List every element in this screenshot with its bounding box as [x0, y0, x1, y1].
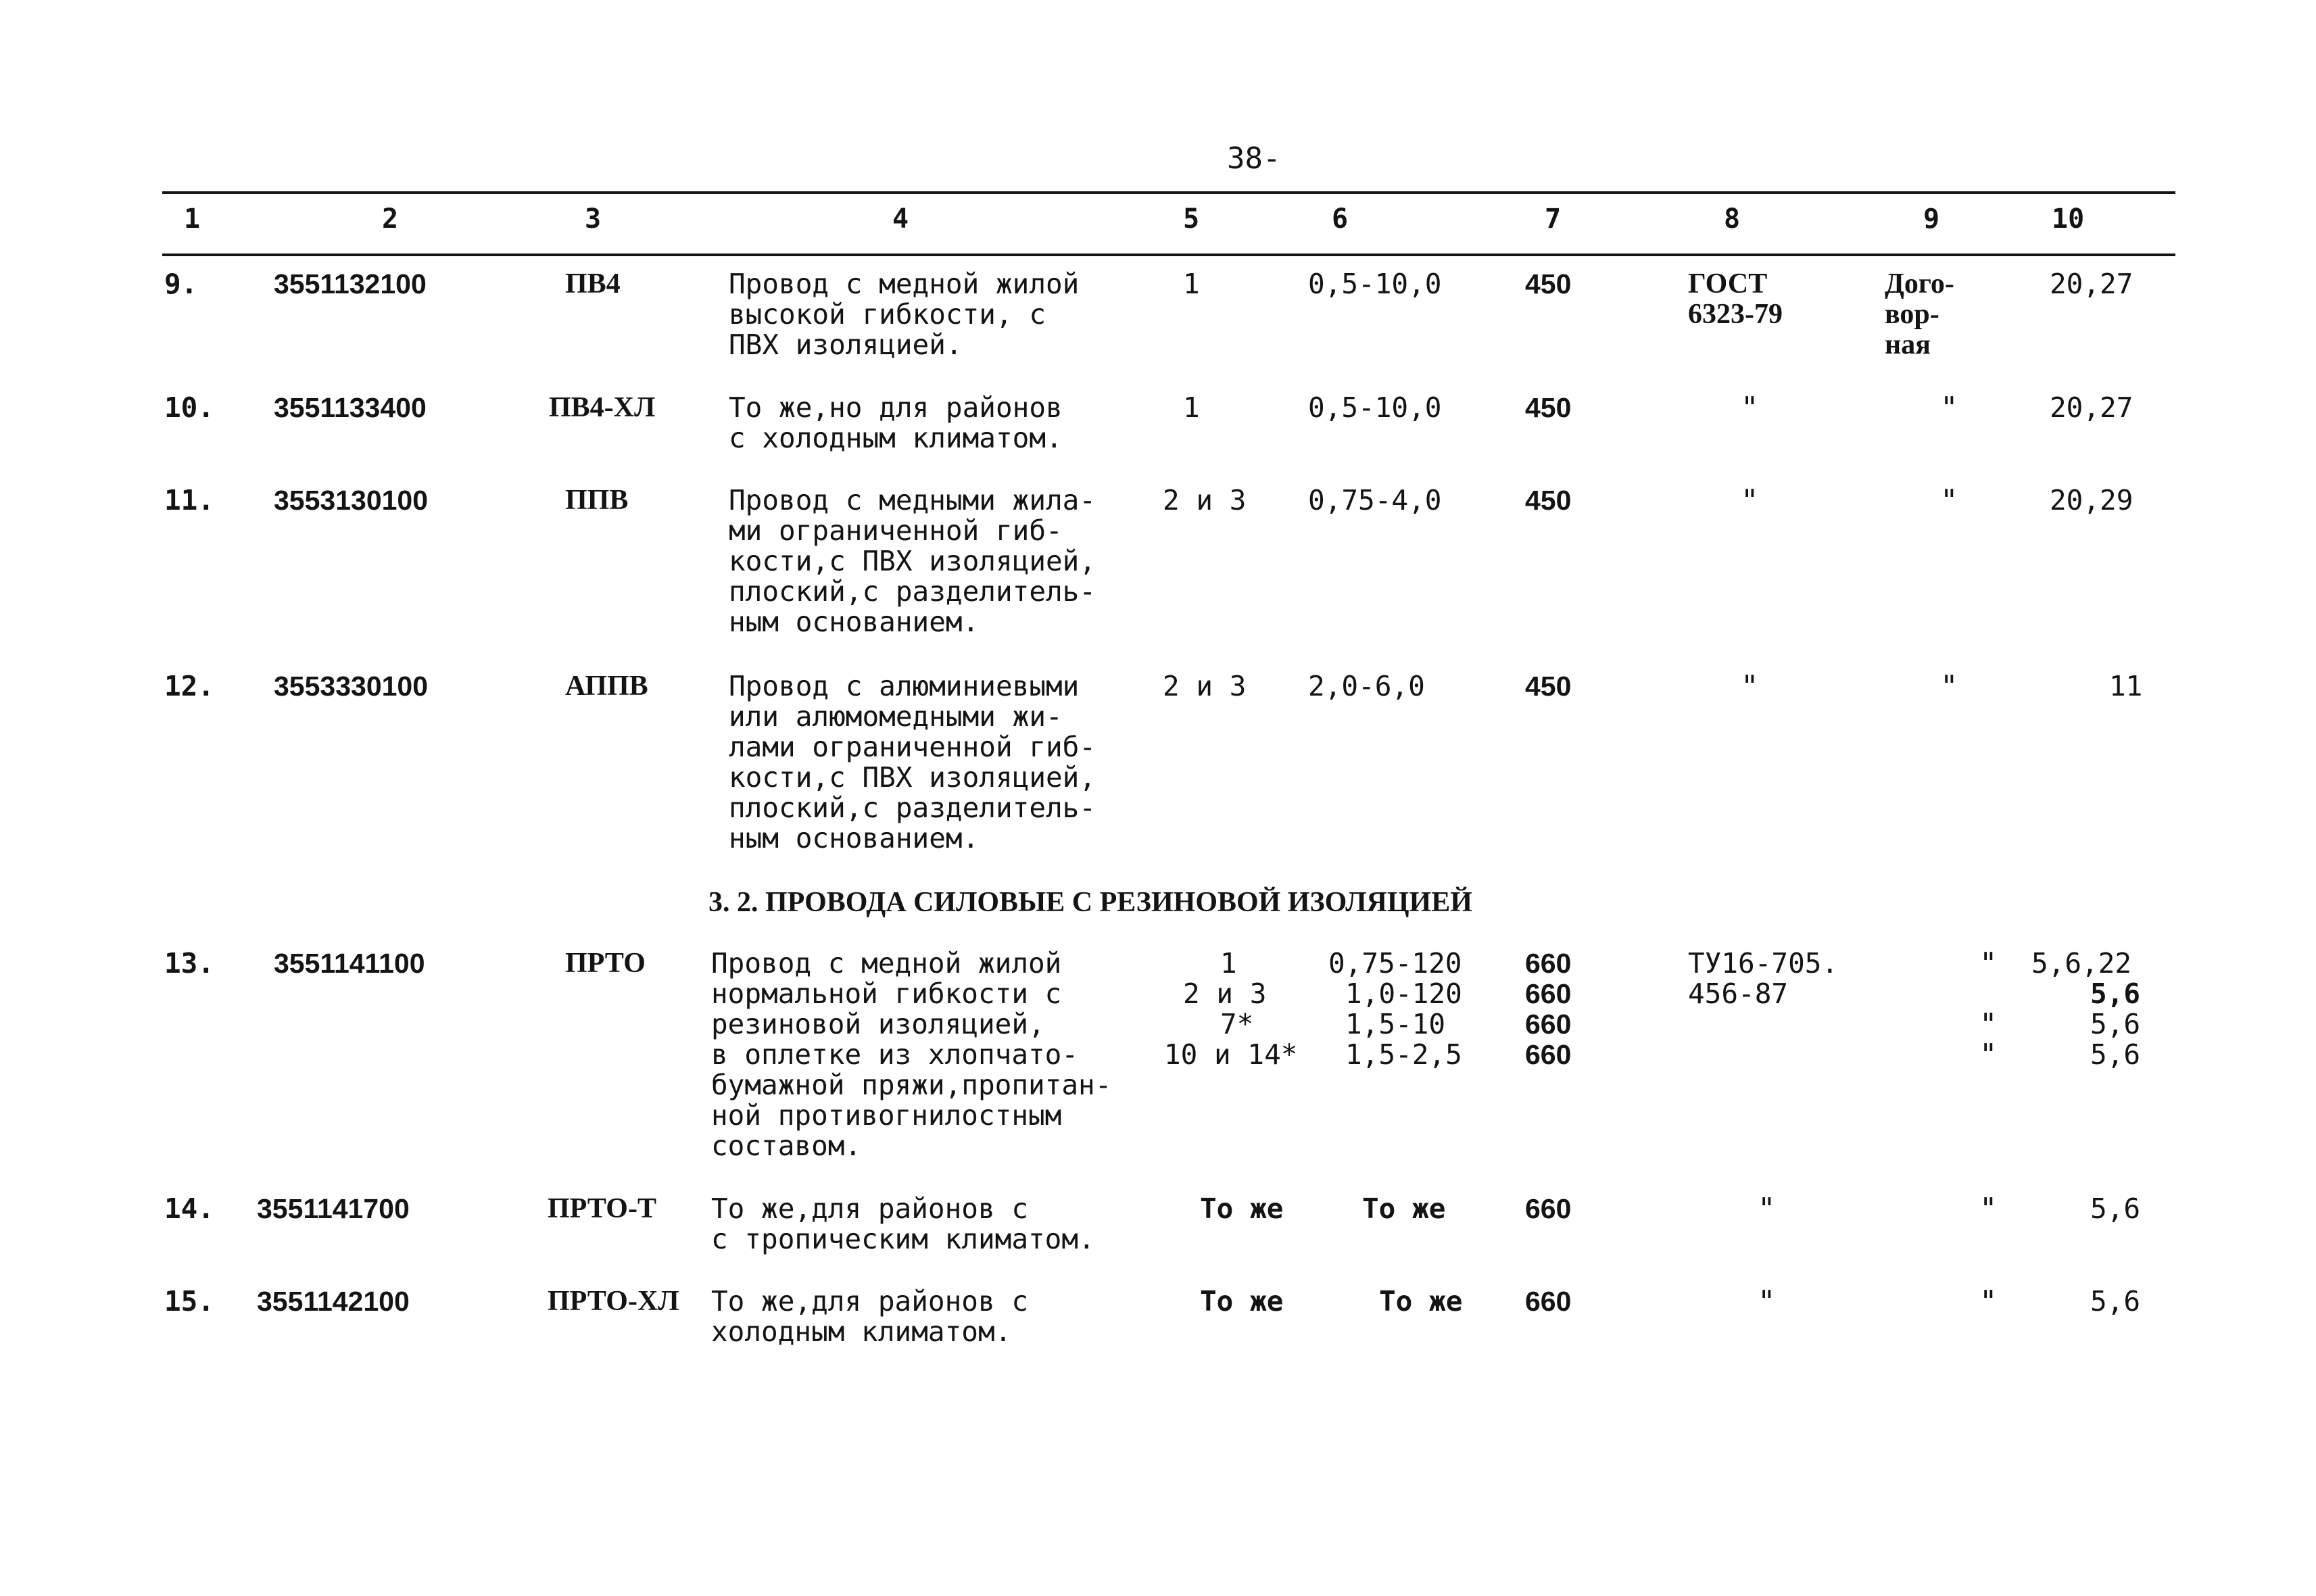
- standard: ": [1741, 391, 1759, 425]
- column-10-value: 5,6: [2090, 977, 2141, 1010]
- column-header-8: 8: [1724, 203, 1741, 235]
- column-header-2: 2: [382, 203, 399, 235]
- standard: ": [1741, 483, 1759, 518]
- column-header-3: 3: [585, 203, 602, 235]
- column-header-4: 4: [892, 203, 909, 235]
- table-top-rule: [162, 191, 2175, 194]
- cross-section: То же: [1362, 1192, 1446, 1225]
- column-10-value: 5,6,22: [2031, 947, 2132, 980]
- wire-mark: ПРТО: [565, 948, 646, 979]
- voltage: 450: [1525, 392, 1572, 423]
- column-header-9: 9: [1923, 203, 1940, 235]
- row-number: 14.: [164, 1192, 215, 1225]
- core-count: 10 и 14*: [1164, 1038, 1298, 1071]
- product-code: 3551141700: [257, 1193, 410, 1224]
- core-count: То же: [1200, 1192, 1284, 1225]
- price-type: ": [1979, 1007, 1998, 1042]
- row-number: 12.: [164, 670, 215, 702]
- core-count: 1: [1220, 947, 1237, 980]
- cross-section: 1,5-10: [1345, 1008, 1446, 1040]
- wire-description: Провод с медной жилой нормальной гибкости с резиновой изоляцией, в оплетке из хлопчато- бумажной пряжи,пропитан- ной противогнилостным составом.: [711, 947, 1112, 1162]
- column-header-5: 5: [1183, 203, 1200, 235]
- price-type: ": [1940, 669, 1958, 704]
- wire-description: Провод с алюминиевыми или алюмомедными жи- лами ограниченной гиб- кости,с ПВХ изоляцией, плоский,с разделитель- ным основанием.: [729, 670, 1096, 854]
- cross-section: 0,5-10,0: [1308, 391, 1442, 424]
- column-10-value: 5,6: [2090, 1285, 2141, 1317]
- page-number: 38-: [1227, 141, 1281, 176]
- cross-section: 0,75-120: [1328, 947, 1462, 980]
- wire-mark: ПРТО-ХЛ: [548, 1286, 679, 1317]
- wire-description: Провод с медной жилой высокой гибкости, с ПВХ изоляцией.: [729, 268, 1080, 361]
- column-header-7: 7: [1545, 203, 1562, 235]
- wire-description: То же,но для районов с холодным климатом.: [729, 391, 1063, 454]
- cross-section: 1,5-2,5: [1345, 1038, 1462, 1071]
- standard: ": [1758, 1284, 1776, 1319]
- voltage: 660: [1525, 1039, 1572, 1070]
- row-number: 11.: [164, 484, 215, 516]
- voltage: 660: [1525, 1286, 1572, 1317]
- cross-section: 2,0-6,0: [1308, 670, 1425, 702]
- column-10-value: 5,6: [2090, 1038, 2141, 1071]
- standard: ТУ16-705. 456-87: [1688, 947, 1839, 1010]
- column-header-6: 6: [1332, 203, 1349, 235]
- wire-mark: ПВ4-ХЛ: [549, 392, 656, 423]
- section-heading: 3. 2. ПРОВОДА СИЛОВЫЕ С РЕЗИНОВОЙ ИЗОЛЯЦИЕЙ: [708, 887, 1472, 918]
- column-10-value: 5,6: [2090, 1008, 2141, 1040]
- price-type: ": [1940, 391, 1958, 425]
- wire-mark: ПВ4: [565, 268, 621, 299]
- row-number: 15.: [164, 1285, 215, 1317]
- product-code: 3553330100: [274, 671, 429, 702]
- wire-mark: ПРТО-Т: [548, 1193, 656, 1224]
- row-number: 13.: [164, 947, 215, 980]
- voltage: 660: [1525, 948, 1572, 979]
- wire-description: Провод с медными жила- ми ограниченной гиб- кости,с ПВХ изоляцией, плоский,с разделитель- ным основанием.: [729, 484, 1096, 638]
- product-code: 3551141100: [274, 948, 425, 979]
- column-header-10: 10: [2052, 203, 2085, 235]
- price-type: Дого- вор- ная: [1885, 268, 1954, 360]
- voltage: 450: [1525, 485, 1572, 516]
- table-header-rule: [162, 253, 2175, 256]
- column-10-value: 20,29: [2050, 484, 2133, 516]
- voltage: 660: [1525, 1193, 1572, 1224]
- wire-description: То же,для районов с с тропическим климатом.: [711, 1192, 1095, 1255]
- column-10-value: 5,6: [2090, 1192, 2141, 1225]
- cross-section: То же: [1379, 1285, 1463, 1317]
- product-code: 3551142100: [257, 1286, 410, 1317]
- core-count: 7*: [1220, 1008, 1254, 1040]
- wire-mark: ППВ: [565, 485, 629, 516]
- product-code: 3551133400: [274, 392, 427, 423]
- voltage: 450: [1525, 671, 1572, 702]
- price-type: ": [1979, 946, 1998, 981]
- row-number: 10.: [164, 391, 215, 424]
- core-count: 2 и 3: [1183, 977, 1267, 1010]
- core-count: 1: [1183, 391, 1200, 424]
- core-count: 1: [1183, 268, 1200, 300]
- cross-section: 1,0-120: [1345, 977, 1462, 1010]
- voltage: 660: [1525, 978, 1572, 1009]
- standard: ГОСТ 6323-79: [1688, 268, 1783, 330]
- wire-description: То же,для районов с холодным климатом.: [711, 1285, 1028, 1348]
- core-count: 2 и 3: [1163, 670, 1247, 702]
- voltage: 450: [1525, 268, 1572, 299]
- cross-section: 0,75-4,0: [1308, 484, 1442, 516]
- product-code: 3553130100: [274, 485, 429, 516]
- wire-mark: АППВ: [565, 671, 648, 702]
- product-code: 3551132100: [274, 268, 427, 299]
- price-type: ": [1979, 1038, 1998, 1072]
- column-10-value: 11: [2109, 670, 2143, 702]
- cross-section: 0,5-10,0: [1308, 268, 1442, 300]
- column-10-value: 20,27: [2050, 391, 2133, 424]
- standard: ": [1741, 669, 1759, 704]
- core-count: То же: [1200, 1285, 1284, 1317]
- standard: ": [1758, 1192, 1776, 1226]
- row-number: 9.: [164, 268, 198, 300]
- price-type: ": [1979, 1192, 1998, 1226]
- core-count: 2 и 3: [1163, 484, 1247, 516]
- column-header-1: 1: [184, 203, 201, 235]
- price-type: ": [1940, 483, 1958, 518]
- price-type: ": [1979, 1284, 1998, 1319]
- column-10-value: 20,27: [2050, 268, 2133, 300]
- voltage: 660: [1525, 1009, 1572, 1040]
